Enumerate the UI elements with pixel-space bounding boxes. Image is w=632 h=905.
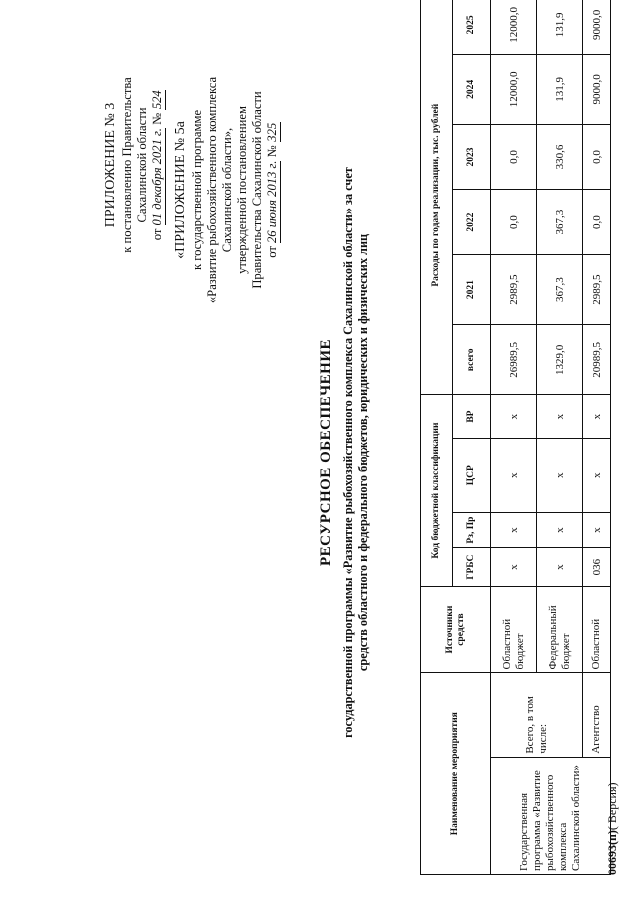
appendix-current-line1: к постановлению Правительства bbox=[120, 77, 134, 253]
header-grbs: ГРБС bbox=[453, 548, 491, 586]
cell-2023: 330,6 bbox=[537, 125, 583, 190]
cell-vr: x bbox=[583, 395, 611, 438]
appendix-original-line3: Сахалинской области», bbox=[220, 127, 234, 253]
header-year: 2021 bbox=[453, 255, 491, 325]
footer-code bbox=[605, 783, 620, 876]
appendix-original-block bbox=[172, 15, 281, 365]
cell-2024: 131,9 bbox=[537, 54, 583, 124]
table-row bbox=[583, 0, 611, 875]
cell-total: 1329,0 bbox=[537, 325, 583, 395]
document-subtitle-line1: государственной программы «Развитие рыбохозяйственного комплекса Сахалинской области» за счет bbox=[341, 167, 355, 738]
header-year: 2023 bbox=[453, 125, 491, 190]
number-label: № bbox=[265, 145, 279, 158]
appendix-current-date: 01 декабря 2021 г. bbox=[150, 128, 164, 226]
appendix-original-line1: к государственной программе bbox=[190, 109, 204, 271]
header-csr: ЦСР bbox=[453, 438, 491, 512]
cell-2022: 0,0 bbox=[583, 190, 611, 255]
row-source: Федеральный бюджет bbox=[537, 586, 583, 673]
from-label: от bbox=[150, 228, 164, 241]
cell-2024: 9000,0 bbox=[583, 54, 611, 124]
cell-2023: 0,0 bbox=[491, 125, 537, 190]
cell-2023: 0,0 bbox=[583, 125, 611, 190]
appendix-original-line5: Правительства Сахалинской области bbox=[250, 91, 264, 289]
row-source: Областной бюджет bbox=[491, 586, 537, 673]
resource-table bbox=[420, 0, 611, 875]
row-source: Областной bbox=[583, 586, 611, 673]
header-rz-pr: Рз, Пр bbox=[453, 512, 491, 548]
document-title: РЕСУРСНОЕ ОБЕСПЕЧЕНИЕ bbox=[318, 338, 334, 567]
cell-2022: 0,0 bbox=[491, 190, 537, 255]
table-row bbox=[491, 0, 537, 875]
header-total: всего bbox=[453, 325, 491, 395]
header-name: Наименование мероприятия bbox=[421, 673, 491, 875]
cell-rz-pr: x bbox=[491, 512, 537, 548]
appendix-current-title: ПРИЛОЖЕНИЕ № 3 bbox=[103, 102, 118, 228]
total-label: Всего, в том числе: bbox=[491, 673, 583, 757]
footer-code-number: 00693(п) bbox=[605, 830, 619, 875]
cell-2021: 2989,5 bbox=[491, 255, 537, 325]
appendix-current-line2: Сахалинской области bbox=[135, 107, 149, 223]
header-source: Источники средств bbox=[421, 586, 491, 673]
cell-2025: 131,9 bbox=[537, 0, 583, 54]
cell-vr: x bbox=[491, 395, 537, 438]
document-subtitle-line2: средств областного и федерального бюджетов, юридических и физических лиц bbox=[356, 233, 370, 672]
header-vr: ВР bbox=[453, 395, 491, 438]
appendix-current-date-line bbox=[150, 15, 166, 315]
appendix-original-line4: утвержденной постановлением bbox=[235, 106, 249, 274]
cell-2021: 2989,5 bbox=[583, 255, 611, 325]
appendix-original-number: 325 bbox=[265, 122, 279, 142]
cell-grbs: x bbox=[537, 548, 583, 586]
appendix-original-date: 26 июня 2013 г. bbox=[265, 160, 279, 243]
cell-csr: x bbox=[491, 438, 537, 512]
number-label: № bbox=[150, 112, 164, 125]
header-year: 2025 bbox=[453, 0, 491, 54]
cell-2024: 12000,0 bbox=[491, 54, 537, 124]
cell-2025: 9000,0 bbox=[583, 0, 611, 54]
agency-label: Агентство bbox=[583, 673, 611, 757]
cell-grbs: 036 bbox=[583, 548, 611, 586]
cell-2021: 367,3 bbox=[537, 255, 583, 325]
footer-version: ( Версия) bbox=[605, 782, 619, 831]
program-name: Государственная программа «Развитие рыбохозяйственного комплекса Сахалинской области» bbox=[491, 757, 611, 874]
cell-total: 26989,5 bbox=[491, 325, 537, 395]
title-block bbox=[318, 0, 371, 905]
appendix-original-date-line bbox=[265, 15, 281, 365]
from-label: от bbox=[265, 246, 279, 258]
appendix-original-line2: «Развитие рыбохозяйственного комплекса bbox=[205, 76, 219, 304]
header-expenses: Расходы по годам реализации, тыс. рублей bbox=[421, 0, 453, 395]
header-year: 2022 bbox=[453, 190, 491, 255]
appendix-current-number: 524 bbox=[150, 90, 164, 110]
cell-total: 20989,5 bbox=[583, 325, 611, 395]
cell-vr: x bbox=[537, 395, 583, 438]
cell-csr: x bbox=[537, 438, 583, 512]
header-budget-code: Код бюджетной классификации bbox=[421, 395, 453, 586]
cell-grbs: x bbox=[491, 548, 537, 586]
header-year: 2024 bbox=[453, 54, 491, 124]
cell-2022: 367,3 bbox=[537, 190, 583, 255]
cell-rz-pr: x bbox=[537, 512, 583, 548]
cell-rz-pr: x bbox=[583, 512, 611, 548]
cell-2025: 12000,0 bbox=[491, 0, 537, 54]
appendix-original-title: «ПРИЛОЖЕНИЕ № 5а bbox=[173, 121, 188, 259]
appendix-current-block bbox=[102, 15, 166, 315]
cell-csr: x bbox=[583, 438, 611, 512]
